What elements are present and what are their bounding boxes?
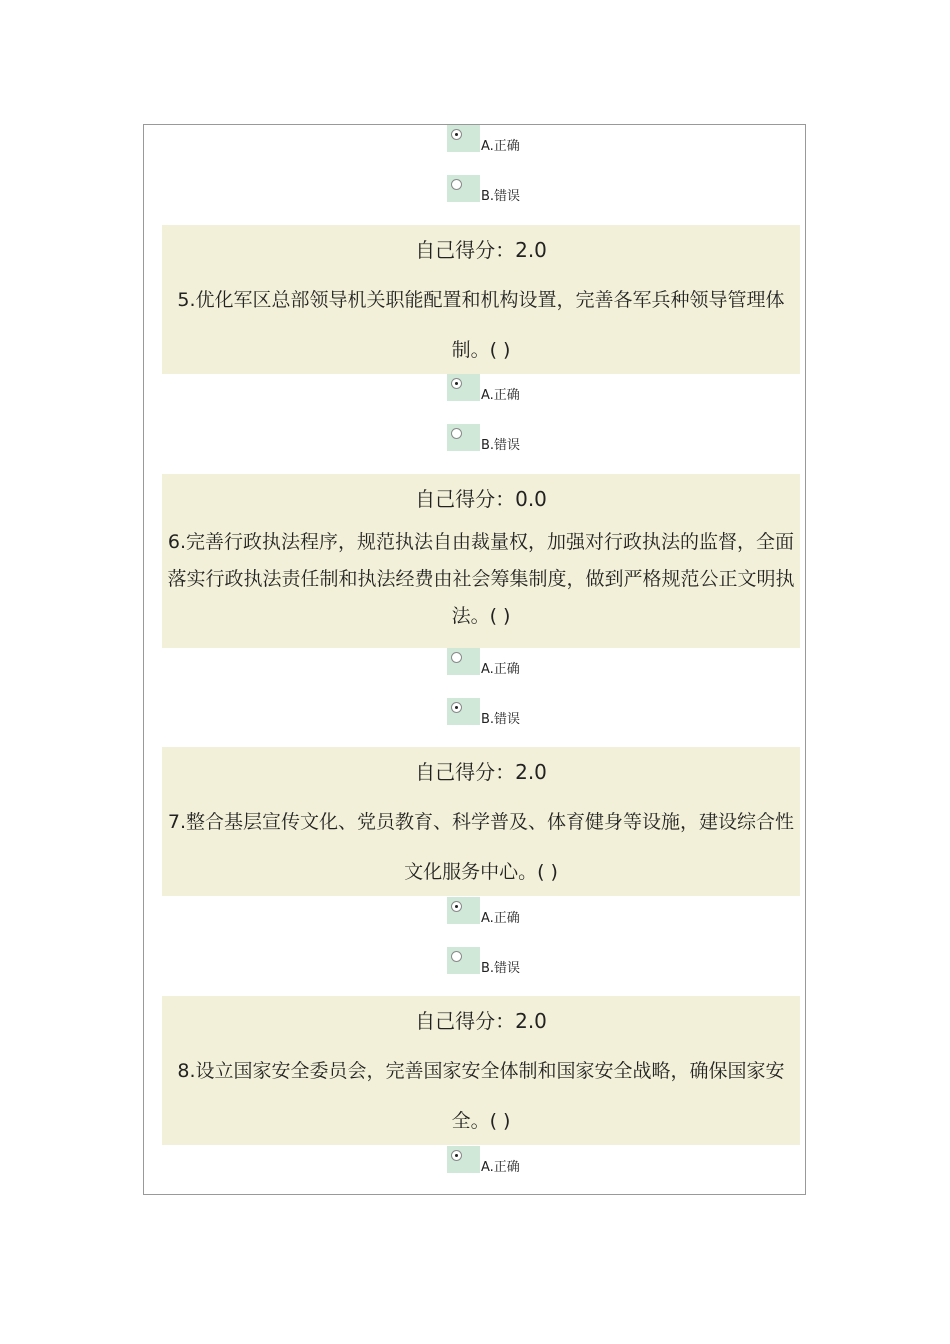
q5-option-b[interactable] [447, 424, 567, 451]
question-text: 8.设立国家安全委员会，完善国家安全体制和国家安全战略，确保国家安全。( ) [177, 1060, 785, 1132]
option-label: A.正确 [481, 139, 520, 154]
question-block [162, 747, 800, 896]
question-text: 6.完善行政执法程序，规范执法自由裁量权，加强对行政执法的监督，全面落实行政执法责任制和执法经费由社会筹集制度，做到严格规范公正文明执法。( ) [167, 531, 795, 627]
radio-background [447, 947, 480, 974]
radio-checked-icon[interactable] [451, 378, 462, 389]
radio-background [447, 424, 480, 451]
radio-checked-icon[interactable] [451, 1150, 462, 1161]
question-block [162, 996, 800, 1145]
option-label: B.错误 [481, 712, 521, 727]
q7-option-b[interactable] [447, 947, 567, 974]
option-label: A.正确 [481, 388, 520, 403]
question-block [162, 225, 800, 374]
radio-unchecked-icon[interactable] [451, 652, 462, 663]
score-label: 自己得分：0.0 [415, 487, 547, 511]
radio-background [447, 175, 480, 202]
option-label: A.正确 [481, 662, 520, 677]
radio-background [447, 648, 480, 675]
quiz-frame [143, 124, 806, 1195]
option-label: A.正确 [481, 911, 520, 926]
radio-unchecked-icon[interactable] [451, 951, 462, 962]
radio-background [447, 125, 480, 152]
radio-checked-icon[interactable] [451, 901, 462, 912]
radio-checked-icon[interactable] [451, 129, 462, 140]
option-label: B.错误 [481, 189, 521, 204]
q4-option-b[interactable] [447, 175, 567, 202]
radio-background [447, 1146, 480, 1173]
q5-option-a[interactable] [447, 374, 567, 401]
question-block [162, 474, 800, 648]
question-text: 5.优化军区总部领导机关职能配置和机构设置，完善各军兵种领导管理体制。( ) [177, 289, 785, 361]
score-label: 自己得分：2.0 [415, 760, 547, 784]
radio-unchecked-icon[interactable] [451, 179, 462, 190]
score-label: 自己得分：2.0 [415, 1009, 547, 1033]
question-text: 7.整合基层宣传文化、党员教育、科学普及、体育健身等设施，建设综合性文化服务中心。( ) [167, 811, 795, 883]
option-label: B.错误 [481, 961, 521, 976]
q4-option-a[interactable] [447, 125, 567, 152]
option-label: A.正确 [481, 1160, 520, 1175]
option-label: B.错误 [481, 438, 521, 453]
q6-option-a[interactable] [447, 648, 567, 675]
radio-background [447, 374, 480, 401]
q6-option-b[interactable] [447, 698, 567, 725]
score-label: 自己得分：2.0 [415, 238, 547, 262]
radio-unchecked-icon[interactable] [451, 428, 462, 439]
q7-option-a[interactable] [447, 897, 567, 924]
radio-checked-icon[interactable] [451, 702, 462, 713]
radio-background [447, 897, 480, 924]
radio-background [447, 698, 480, 725]
q8-option-a[interactable] [447, 1146, 567, 1173]
